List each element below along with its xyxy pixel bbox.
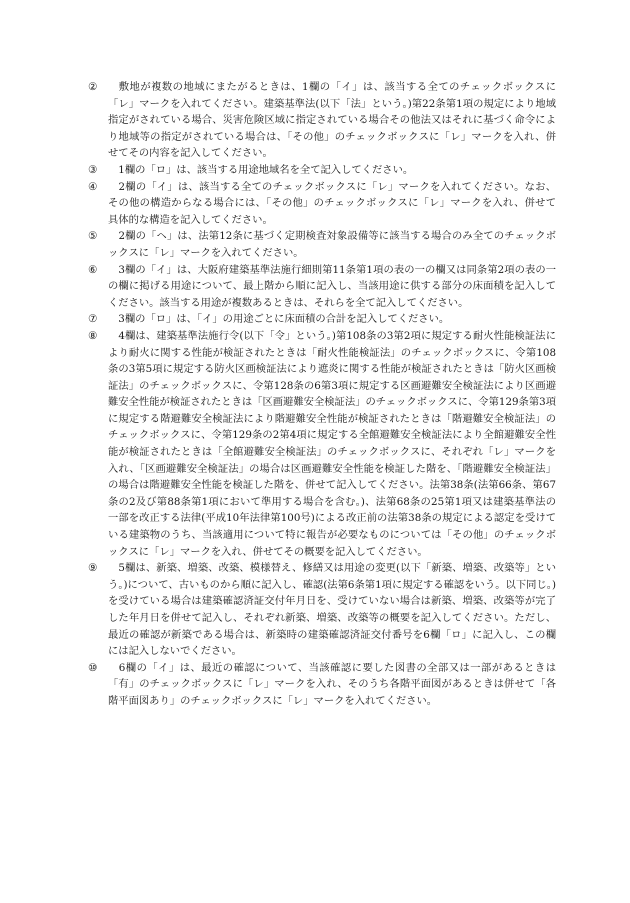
instruction-item-6 xyxy=(88,262,556,312)
instruction-item-2 xyxy=(88,79,556,162)
instruction-item-4 xyxy=(88,179,556,229)
item-text: 1欄の「ロ」は、該当する用途地域名を全て記入してください。 xyxy=(108,163,414,176)
item-text: 敷地が複数の地域にまたがるときは、1欄の「イ」は、該当する全てのチェックボックスに「レ」マークを入れてください。建築基準法(以下「法」という。)第22条第1項の規定により地域指定がされている場合、災害危険区域に指定されている場合その他法又はそれに基づく命令により地域等の指定がされている場合は、「その他」のチェックボックスに「レ」マークを入れ、併せてその内容を記入してください。 xyxy=(108,81,556,160)
instruction-item-5 xyxy=(88,228,556,261)
item-number: ③ xyxy=(88,163,98,176)
item-text: 3欄の「ロ」は、「イ」の用途ごとに床面積の合計を記入してください。 xyxy=(108,313,450,326)
item-text: 3欄の「イ」は、大阪府建築基準法施行細則第11条第1項の表の一の欄又は同条第2項の表の一の欄に掲げる用途について、最上階から順に記入し、当該用途に供する部分の床面積を記入してください。該当する用途が複数あるときは、それらを全て記入してください。 xyxy=(108,263,556,309)
item-number: ⑦ xyxy=(88,313,98,326)
instruction-item-3 xyxy=(88,162,556,179)
item-number: ⑥ xyxy=(88,263,98,276)
item-text: 6欄の「イ」は、最近の確認について、当該確認に要した図書の全部又は一部があるときは「有」のチェックボックスに「レ」マークを入れ、そのうち各階平面図があるときは併せて「各階平面図あり」のチェックボックスに「レ」マークを入れてください。 xyxy=(108,661,556,707)
item-number: ④ xyxy=(88,180,98,193)
item-number: ⑩ xyxy=(88,661,98,674)
instruction-item-8 xyxy=(88,328,556,560)
instruction-item-10 xyxy=(88,660,556,710)
item-number: ⑧ xyxy=(88,329,98,342)
item-text: 2欄の「イ」は、該当する全てのチェックボックスに「レ」マークを入れてください。なお、その他の構造からなる場合には、「その他」のチェックボックスに「レ」マークを入れ、併せて具体的な構造を記入してください。 xyxy=(108,180,556,226)
item-text: 4欄は、建築基準法施行令(以下「令」という。)第108条の3第2項に規定する耐火性能検証法により耐火に関する性能が検証されたときは「耐火性能検証法」のチェックボックスに、令第108条の3第5項に規定する防火区画検証法により遮炎に関する性能が検証されたときは「防火区画検証法」のチェックボックスに、令第128条の6第3項に規定する区画避難安全検証法により区画避難安全性能が検証されたときは「区画避難安全検証法」のチェックボックスに、令第129条第3項に規定する階避難安全検証法により階避難安全性能が検証されたときは「階避難安全検証法」のチェックボックスに、令第129条の2第4項に規定する全館避難安全検証法により全館避難安全性能が検証されたときは「全館避難安全検証法」のチェックボックスに、それぞれ「レ」マークを入れ、「区画避難安全検証法」の場合は区画避難安全性能を検証した階を、「階避難安全検証法」の場合は階避難安全性能を検証した階を、併せて記入してください。法第38条(法第66条、第67条の2及び第88条第1項において準用する場合を含む。)、法第68条の25第1項又は建築基準法の一部を改正する法律(平成10年法律第100号)による改正前の法第38条の規定による認定を受けている建築物のうち、当該適用について特に報告が必要なものについては「その他」のチェックボックスに「レ」マークを入れ、併せてその概要を記入してください。 xyxy=(108,329,556,558)
item-number: ⑨ xyxy=(88,562,98,575)
instruction-item-9 xyxy=(88,560,556,660)
instruction-item-7 xyxy=(88,311,556,328)
item-text: 2欄の「ヘ」は、法第12条に基づく定期検査対象設備等に該当する場合のみ全てのチェックボックスに「レ」マークを入れてください。 xyxy=(108,230,556,259)
instructions-document xyxy=(88,79,556,710)
item-number: ② xyxy=(88,81,98,93)
item-text: 5欄は、新築、増築、改築、模様替え、修繕又は用途の変更(以下「新築、増築、改築等」という。)について、古いものから順に記入し、確認(法第6条第1項に規定する確認をいう。以下同じ。)を受けている場合は建築確認済証交付年月日を、受けていない場合は新築、増築、改築等が完了した年月日を併せて記入し、それぞれ新築、増築、改築等の概要を記入してください。ただし、最近の確認が新築である場合は、新築時の建築確認済証交付番号を6欄「ロ」に記入し、この欄には記入しないでください。 xyxy=(108,562,556,658)
item-number: ⑤ xyxy=(88,230,98,243)
